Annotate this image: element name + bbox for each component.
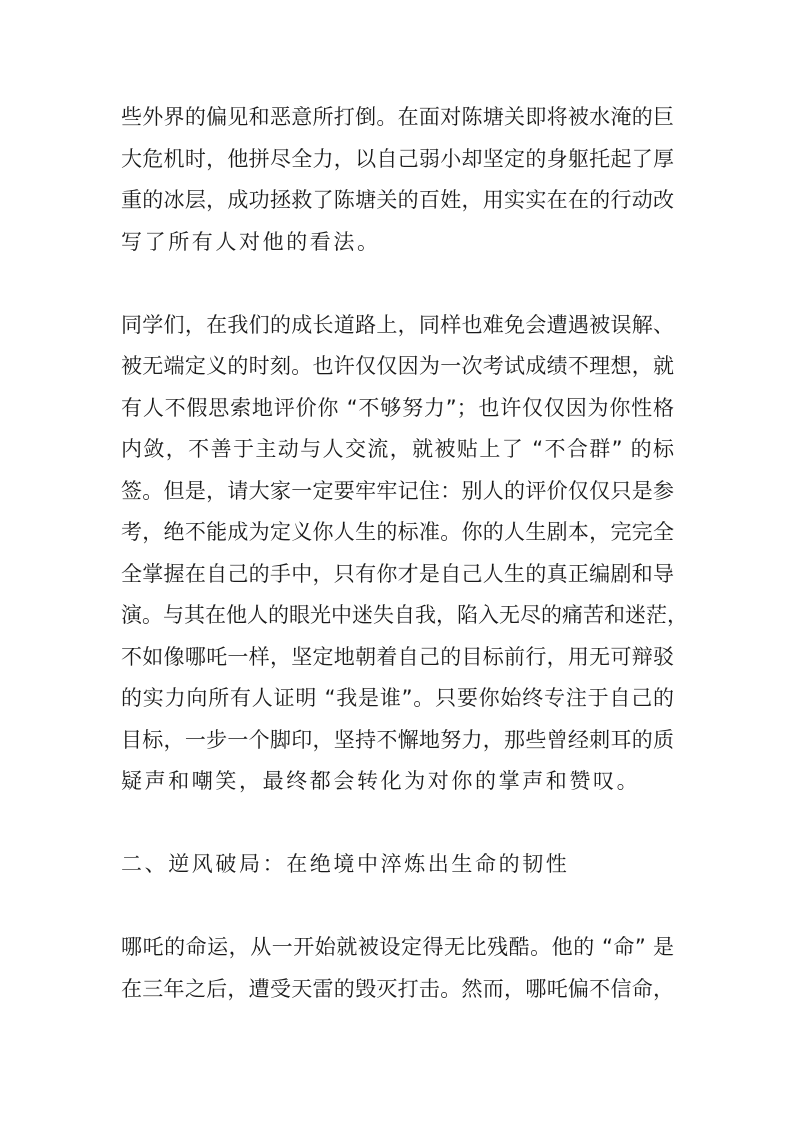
- paragraph-2-line-9: 不如像哪吒一样，坚定地朝着自己的目标前行，用无可辩驳: [121, 644, 674, 669]
- paragraph-2-line-6: 考，绝不能成为定义你人生的标准。你的人生剧本，完完全: [121, 520, 674, 544]
- paragraph-2-line-10: 的实力向所有人证明 “我是谁”。只要你始终专注于自己的: [121, 686, 674, 710]
- paragraph-2-line-3: 有人不假思索地评价你 “不够努力”；也许仅仅因为你性格: [121, 395, 674, 420]
- paragraph-1-line-1: 些外界的偏见和恶意所打倒。在面对陈塘关即将被水淹的巨: [121, 105, 674, 129]
- paragraph-spacer: [121, 803, 674, 845]
- paragraph-2-line-5: 签。但是，请大家一定要牢牢记住：别人的评价仅仅只是参: [121, 478, 674, 503]
- paragraph-1-line-2: 大危机时，他拼尽全力，以自己弱小却坚定的身躯托起了厚: [121, 146, 674, 171]
- paragraph-1-line-3: 重的冰层，成功拯救了陈塘关的百姓，用实实在在的行动改: [121, 188, 674, 212]
- document-body: [121, 97, 688, 1010]
- paragraph-spacer: [121, 886, 674, 928]
- section-heading: 二、逆风破局：在绝境中淬炼出生命的韧性: [121, 852, 570, 876]
- paragraph-2-line-2: 被无端定义的时刻。也许仅仅因为一次考试成绩不理想，就: [121, 354, 674, 378]
- paragraph-3-line-1: 哪吒的命运，从一开始就被设定得无比残酷。他的 “命” 是: [121, 935, 674, 959]
- paragraph-2-line-12: 疑声和嘲笑，最终都会转化为对你的掌声和赞叹。: [121, 769, 641, 793]
- paragraph-2-line-4: 内敛，不善于主动与人交流，就被贴上了 “不合群” 的标: [121, 437, 674, 461]
- paragraph-2-line-11: 目标，一步一个脚印，坚持不懈地努力，那些曾经刺耳的质: [121, 727, 674, 752]
- paragraph-3-line-2: 在三年之后，遭受天雷的毁灭打击。然而，哪吒偏不信命，: [121, 976, 674, 1001]
- paragraph-2-line-1: 同学们，在我们的成长道路上，同样也难免会遭遇被误解、: [121, 312, 674, 337]
- paragraph-spacer: [121, 263, 674, 305]
- paragraph-1-line-4: 写了所有人对他的看法。: [121, 229, 381, 254]
- paragraph-2-line-8: 演。与其在他人的眼光中迷失自我，陷入无尽的痛苦和迷茫，: [121, 603, 688, 627]
- paragraph-2-line-7: 全掌握在自己的手中，只有你才是自己人生的真正编剧和导: [121, 561, 674, 586]
